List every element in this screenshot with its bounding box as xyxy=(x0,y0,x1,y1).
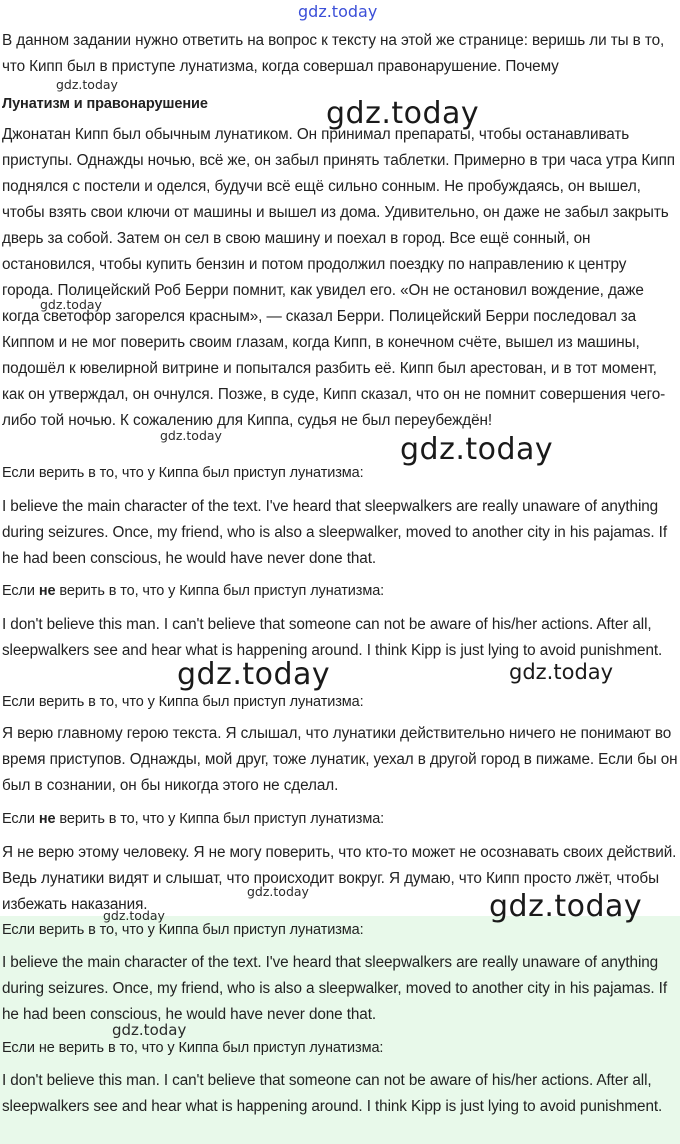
watermark: gdz.today xyxy=(177,657,331,692)
watermark: gdz.today xyxy=(489,889,643,924)
text-body: Джонатан Кипп был обычным лунатиком. Он принимал препараты, чтобы останавливать приступы. Однажды ночью, всё же, он забыл принять таблетки. Примерно в три часа утра Кипп поднялся с постели и оделся, будучи всё ещё сильно сонным. Не пробуждаясь, он вышел, чтобы взять свои ключи от машины и вышел из дома. Удивительно, он даже не забыл закрыть дверь за собой. Затем он сел в свою машину и поехал в город. Все ещё сонный, он остановился, чтобы купить бензин и потом продолжил поездку по направлению к центру города. Полицейский Роб Берри помнит, как увидел его. «Он не остановил вождение, даже когда светофор загорелся красным», — сказал Берри. Полицейский Берри последовал за Киппом и не мог поверить своим глазам, когда Кипп, в конечном счёте, вышел из машины, подошёл к ювелирной витрине и попытался разбить её. Кипп был арестован, и в тот момент, как он утверждал, он очнулся. Позже, в суде, Кипп сказал, что он не помнит совершения чего-либо той ночью. К сожалению для Киппа, судья не был переубеждён! xyxy=(2,126,675,429)
task-intro: В данном задании нужно ответить на вопрос к тексту на этой же странице: веришь ли ты в то, что Кипп был в приступе лунатизма, когда совершал правонарушение. Почему xyxy=(2,32,665,75)
text-title: Лунатизм и правонарушение xyxy=(2,96,208,112)
watermark: gdz.today xyxy=(326,96,480,131)
watermark: gdz.today xyxy=(298,2,378,21)
watermark: gdz.today xyxy=(56,77,118,92)
watermark: gdz.today xyxy=(40,297,102,312)
answer-en-not-1: I don't believe this man. I can't believe that someone can not be aware of his/her actions. After all, sleepwalkers see and hear what is happening around. I think Kipp is just lying to avoid punishment. xyxy=(2,616,663,659)
watermark: gdz.today xyxy=(400,432,554,467)
answer-en-believe-2: I believe the main character of the text. I've heard that sleepwalkers are really unaware of anything during seizures. Once, my friend, who is also a sleepwalker, moved to another city in his pajamas. If he had been conscious, he would have never done that. xyxy=(2,954,667,1023)
watermark: gdz.today xyxy=(247,884,309,899)
label-believe-3: Если верить в то, что у Киппа был приступ лунатизма: xyxy=(2,922,364,938)
label-believe-2: Если верить в то, что у Киппа был приступ лунатизма: xyxy=(2,694,364,710)
label-not-believe-3: Если не верить в то, что у Киппа был приступ лунатизма: xyxy=(2,1040,384,1056)
label-not-believe-1: Если не верить в то, что у Киппа был приступ лунатизма: xyxy=(2,583,385,599)
label-not-believe-2: Если не верить в то, что у Киппа был приступ лунатизма: xyxy=(2,811,385,827)
watermark: gdz.today xyxy=(160,428,222,443)
watermark: gdz.today xyxy=(509,660,614,684)
watermark: gdz.today xyxy=(112,1021,187,1039)
answer-en-believe-1: I believe the main character of the text. I've heard that sleepwalkers are really unaware of anything during seizures. Once, my friend, who is also a sleepwalker, moved to another city in his pajamas. If he had been conscious, he would have never done that. xyxy=(2,498,667,567)
watermark: gdz.today xyxy=(103,908,165,923)
label-believe-1: Если верить в то, что у Киппа был приступ лунатизма: xyxy=(2,465,364,481)
answer-en-not-2: I don't believe this man. I can't believe that someone can not be aware of his/her actions. After all, sleepwalkers see and hear what is happening around. I think Kipp is just lying to avoid punishment. xyxy=(2,1072,663,1115)
answer-ru-not: Я не верю этому человеку. Я не могу поверить, что кто-то может не осознавать своих действий. Ведь лунатики видят и слышат, что происходит вокруг. Я думаю, что Кипп просто лжёт, чтобы избежать наказания. xyxy=(2,844,677,913)
answer-ru-believe: Я верю главному герою текста. Я слышал, что лунатики действительно ничего не понимают во время приступов. Однажды, мой друг, тоже лунатик, уехал в другой город в пижаме. Если бы он был в сознании, он бы никогда этого не сделал. xyxy=(2,725,678,794)
